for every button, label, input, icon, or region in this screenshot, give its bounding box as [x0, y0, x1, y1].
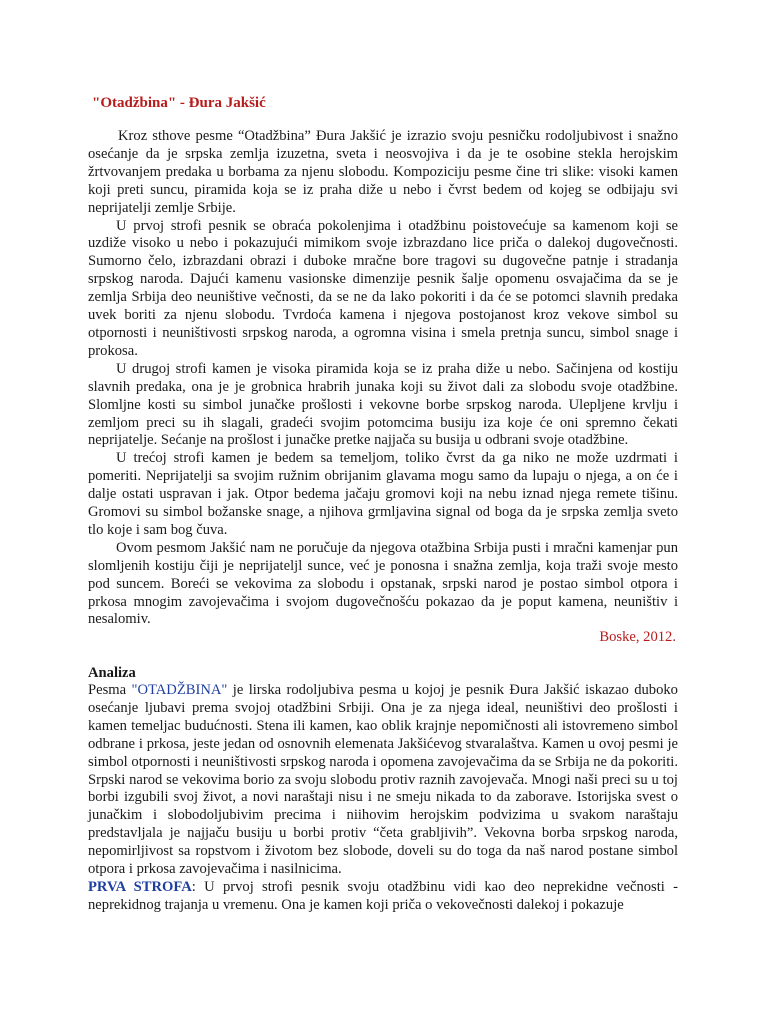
paragraph-intro: Kroz sthove pesme “Otadžbina” Đura Jakšić je izrazio svoju pesničku rodoljubivost i snažno osećanje da je srpska zemlja izuzetna, sveta i neosvojiva i da je te osobine stekla herojskim žrtvovanjem predaka u borbama za njenu slobodu. Kompoziciju pesme čine tri slike: visoki kamen koji preti suncu, piramida koja se iz praha diže u nebo i čvrst bedem od kojeg se odbijaju svi neprijatelji zemlje Srbije.: [88, 128, 678, 216]
analysis-section: [88, 664, 678, 915]
poem-title-highlight: "OTADŽBINA": [131, 682, 228, 698]
strofa-paragraph: [88, 879, 678, 915]
essay-body: [88, 128, 678, 629]
paragraph-second-strophe: U drugoj strofi kamen je visoka piramida koja se iz praha diže u nebo. Sačinjena od kostiju slavnih predaka, ona je je grobnica hrabrih junaka koji su život dali za slobodu svoje otadžbine. Slomljne kosti su simbol junačke prošlosti i vekovne borbe srpskog naroda. Ulepljene krvlju i zemljom preci su ih slagali, gradeći svojim potomcima busiju iza koje će oni spremno čekati neprijatelje. Sećanje na prošlost i junačke pretke najjača su busija u odbrani svoje otadžbine.: [88, 360, 678, 449]
strofa-label: PRVA STROFA: [88, 878, 192, 895]
analysis-heading: Analiza: [88, 665, 136, 681]
paragraph-third-strophe: U trećoj strofi kamen je bedem sa temeljom, toliko čvrst da ga niko ne može uzdrmati i pomeriti. Neprijatelji sa svojim ružnim obrijanim glavama mogu samo da lupaju o njega, a on će i dalje ostati uspravan i jak. Otpor bedema jačaju gromovi koji na nebu iznad njega remete tišinu. Gromovi su simbol božanske snage, a njihova grmljavina signal od boga da je srpska zemlja sveto tlo koje i sam bog čuva.: [88, 450, 678, 538]
analysis-paragraph: [88, 682, 678, 879]
page-title: "Otadžbina" - Đura Jakšić: [92, 95, 266, 111]
analysis-intro-prefix: Pesma: [88, 682, 132, 698]
paragraph-first-strophe: U prvoj strofi pesnik se obraća pokolenjima i otadžbinu poistovećuje sa kamenom koji se uzdiže visoko u nebo i pokazujući mimikom svoje izbrazdano lice priča o dalekoj dugovečnosti. Sumorno čelo, izbrazdani obrazi i duboke mračne bore tragovi su dugovečne patnje i stradanja srpskog naroda. Dajući kamenu vasionske dimenzije pesnik šalje opomenu osvajačima da se je zemlja Srbija deo neuništive večnosti, da se ne da lako pokoriti i da će se potomci slavnih predaka uvek boriti za njenu slobodu. Tvrdoća kamena i njegova postojanost kroz vekove simbol su otpornosti i neuništivosti srpskog naroda, a ogromna visina i smela pretnja suncu, simbol snage i prokosa.: [88, 217, 678, 359]
strofa-text: : U prvoj strofi pesnik svoju otadžbinu vidi kao deo neprekidne večnosti - neprekidnog trajanja u vremenu. Ona je kamen koji priča o vekovečnosti dalekoj i pokazuje: [88, 878, 678, 913]
author-signature: Boske, 2012.: [599, 629, 676, 645]
analysis-intro-text: je lirska rodoljubiva pesma u kojoj je pesnik Đura Jakšić iskazao duboko osećanje ljubavi prema svojoj otadžbini Srbiji. Ona je za njega ideal, neuništivi deo prošlosti i kamen temeljac budućnosti. Stena ili kamen, kao oblik krajnje nepomičnosti ali istovremeno simbol odbrane i prkosa, jeste jedan od osnovnih elemenata Jakšićevog stvaralaštva. Kamen u ovoj pesmi je simbol otpornosti i neuništivosti srpskog naroda i opomena zavojevačima da se Srbija ne da pokoriti. Srpski narod se vekovima borio za svoju slobodu protiv raznih zavojevača. Mnogi naši preci su u toj borbi izgubili svoj život, a novi naraštaji nisu i ne smeju nikada to da zaborave. Istorijska svest o junačkim i slobodoljubivim precima i niihovim herojskim podvizima u svakom naraštaju predstavljala je najjaču busiju u borbi protiv “četa grabljivih”. Vekovna borba srpskog naroda, nepomirljivost sa ropstvom i životom bez slobode, doveli su do toga da naš narod postane simbol otpora i prkosa zavojevačima i nasilnicima.: [88, 682, 678, 878]
paragraph-conclusion: Ovom pesmom Jakšić nam ne poručuje da njegova otažbina Srbija pusti i mračni kamenjar pun slomljenih kostiju čiji je neprijateljl sunce, već je ponosna i snažna zemlja, koja traži svoje mesto pod suncem. Boreći se vekovima za slobodu i opstanak, srpski narod je postao simbol otpora i prkosa mnogim zavojevačima i svojom dugovečnošću pokazao da je poput kamena, neuništiv i nesalomiv.: [88, 539, 678, 628]
